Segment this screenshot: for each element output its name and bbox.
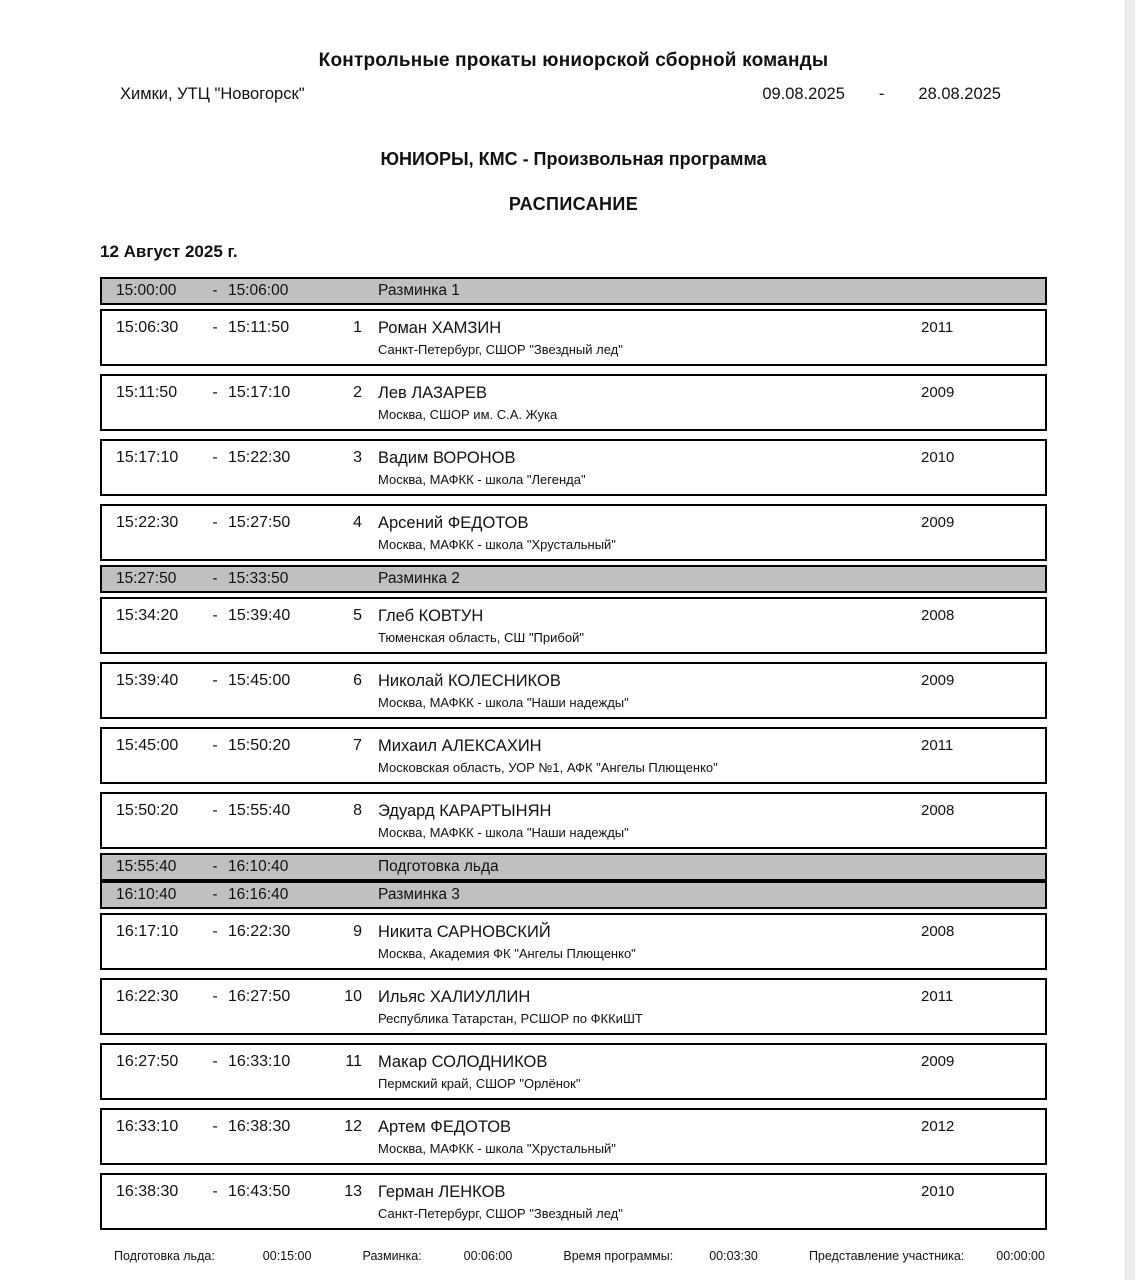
skater-info [370, 318, 919, 358]
time-end: 15:55:40 [228, 802, 291, 819]
time-end: 16:16:40 [228, 886, 289, 903]
time-end: 15:39:40 [228, 607, 291, 624]
skater-name: Роман ХАМЗИН [378, 319, 502, 337]
venue-line [100, 85, 1047, 104]
time-start: 15:55:40 [116, 858, 177, 875]
schedule-row [100, 597, 1047, 654]
break-label: Подготовка льда [378, 858, 499, 875]
skater-name: Макар СОЛОДНИКОВ [378, 1053, 548, 1071]
time-dash: - [212, 737, 218, 754]
category-title: ЮНИОРЫ, КМС - Произвольная программа [380, 149, 767, 169]
skater-info [370, 1182, 919, 1222]
date-from: 09.08.2025 [762, 85, 845, 103]
skater-club: Санкт-Петербург, СШОР "Звездный лед" [378, 342, 623, 357]
skater-number: 1 [353, 319, 362, 336]
break-label: Разминка 3 [378, 886, 460, 903]
legend-value: 00:03:30 [709, 1249, 758, 1263]
skater-number: 2 [353, 384, 362, 401]
time-start: 15:34:20 [116, 607, 179, 624]
time-end: 15:33:50 [228, 570, 289, 587]
time-dash: - [212, 1053, 218, 1070]
time-end: 16:27:50 [228, 988, 291, 1005]
skater-number: 7 [353, 737, 362, 754]
time-dash: - [212, 384, 218, 401]
date-separator: - [878, 85, 885, 103]
time-end: 15:50:20 [228, 737, 291, 754]
skater-info [370, 1052, 919, 1092]
birth-year: 2008 [921, 802, 955, 819]
skater-name: Николай КОЛЕСНИКОВ [378, 672, 561, 690]
time-start: 16:38:30 [116, 1183, 179, 1200]
skater-number: 9 [353, 923, 362, 940]
legend-label: Представление участника: [808, 1249, 965, 1263]
time-end: 16:43:50 [228, 1183, 291, 1200]
legend-label: Разминка: [362, 1249, 422, 1263]
schedule-row [100, 1043, 1047, 1100]
time-dash: - [212, 319, 218, 336]
skater-info [370, 922, 919, 962]
schedule-row [100, 792, 1047, 849]
time-start: 15:45:00 [116, 737, 179, 754]
skater-club: Москва, МАФКК - школа "Наши надежды" [378, 695, 629, 710]
page-edge [1125, 0, 1135, 1280]
skater-club: Москва, МАФКК - школа "Наши надежды" [378, 825, 629, 840]
legend-item [114, 1249, 311, 1263]
schedule-row [100, 913, 1047, 970]
birth-year: 2009 [921, 384, 955, 401]
schedule-row [100, 309, 1047, 366]
time-start: 16:27:50 [116, 1053, 179, 1070]
break-row [100, 277, 1047, 305]
legend-label: Время программы: [563, 1249, 674, 1263]
skater-name: Эдуард КАРАРТЫНЯН [378, 802, 552, 820]
skater-info [370, 987, 919, 1027]
time-end: 15:17:10 [228, 384, 291, 401]
schedule-table [100, 277, 1047, 1230]
time-end: 15:27:50 [228, 514, 291, 531]
schedule-row [100, 374, 1047, 431]
skater-name: Михаил АЛЕКСАХИН [378, 737, 542, 755]
skater-number: 13 [344, 1183, 362, 1200]
schedule-row [100, 978, 1047, 1035]
birth-year: 2008 [921, 607, 955, 624]
time-dash: - [212, 1183, 218, 1200]
skater-info [370, 383, 919, 423]
time-start: 15:06:30 [116, 319, 179, 336]
page-title: Контрольные прокаты юниорской сборной команды [318, 50, 829, 71]
time-dash: - [212, 607, 218, 624]
skater-info [370, 801, 919, 841]
time-dash: - [212, 923, 218, 940]
birth-year: 2012 [921, 1118, 955, 1135]
skater-club: Санкт-Петербург, СШОР "Звездный лед" [378, 1206, 623, 1221]
skater-info [370, 448, 919, 488]
skater-club: Москва, Академия ФК "Ангелы Плющенко" [378, 946, 636, 961]
day-heading: 12 Август 2025 г. [100, 242, 238, 261]
birth-year: 2009 [921, 672, 955, 689]
legend-value: 00:06:00 [463, 1249, 513, 1263]
skater-name: Лев ЛАЗАРЕВ [378, 384, 487, 402]
time-end: 16:33:10 [228, 1053, 291, 1070]
skater-club: Тюменская область, СШ "Прибой" [378, 630, 584, 645]
birth-year: 2008 [921, 923, 955, 940]
skater-info [370, 513, 919, 553]
skater-club: Москва, МАФКК - школа "Хрустальный" [378, 537, 616, 552]
skater-number: 4 [353, 514, 362, 531]
birth-year: 2010 [921, 449, 955, 466]
skater-club: Москва, МАФКК - школа "Хрустальный" [378, 1141, 616, 1156]
skater-club: Москва, МАФКК - школа "Легенда" [378, 472, 586, 487]
break-label: Разминка 1 [378, 282, 460, 299]
birth-year: 2009 [921, 1053, 955, 1070]
schedule-row [100, 1173, 1047, 1230]
time-dash: - [212, 858, 218, 875]
time-end: 15:06:00 [228, 282, 289, 299]
skater-name: Глеб КОВТУН [378, 607, 484, 625]
skater-number: 3 [353, 449, 362, 466]
break-label: Разминка 2 [378, 570, 460, 587]
time-dash: - [212, 886, 218, 903]
time-dash: - [212, 570, 218, 587]
time-start: 16:33:10 [116, 1118, 179, 1135]
skater-number: 12 [344, 1118, 362, 1135]
time-dash: - [212, 988, 218, 1005]
break-row [100, 881, 1047, 909]
schedule-row [100, 439, 1047, 496]
birth-year: 2011 [921, 319, 954, 336]
time-start: 15:50:20 [116, 802, 179, 819]
birth-year: 2009 [921, 514, 955, 531]
time-end: 16:10:40 [228, 858, 289, 875]
schedule-heading: РАСПИСАНИЕ [508, 194, 639, 214]
page-content [100, 0, 1047, 1263]
schedule-row [100, 662, 1047, 719]
break-info [370, 282, 919, 300]
break-row [100, 565, 1047, 593]
legend-label: Подготовка льда: [114, 1249, 215, 1263]
skater-name: Никита САРНОВСКИЙ [378, 923, 551, 941]
time-dash: - [212, 1118, 218, 1135]
skater-info [370, 606, 919, 646]
schedule-row [100, 504, 1047, 561]
legend [100, 1249, 1047, 1263]
time-dash: - [212, 672, 218, 689]
time-start: 15:27:50 [116, 570, 177, 587]
break-info [370, 886, 919, 904]
schedule-row [100, 1108, 1047, 1165]
skater-number: 11 [345, 1053, 362, 1070]
birth-year: 2011 [921, 988, 954, 1005]
time-end: 15:11:50 [228, 319, 290, 336]
skater-club: Пермский край, СШОР "Орлёнок" [378, 1076, 581, 1091]
skater-name: Вадим ВОРОНОВ [378, 449, 516, 467]
time-dash: - [212, 282, 218, 299]
skater-name: Артем ФЕДОТОВ [378, 1118, 512, 1136]
skater-info [370, 1117, 919, 1157]
skater-club: Республика Татарстан, РСШОР по ФККиШТ [378, 1011, 643, 1026]
time-start: 16:10:40 [116, 886, 177, 903]
legend-item [809, 1249, 1045, 1263]
time-dash: - [212, 449, 218, 466]
time-end: 16:22:30 [228, 923, 291, 940]
time-end: 15:45:00 [228, 672, 291, 689]
time-start: 15:22:30 [116, 514, 179, 531]
venue-text: Химки, УТЦ "Новогорск" [120, 85, 305, 103]
skater-number: 8 [353, 802, 362, 819]
skater-number: 10 [344, 988, 362, 1005]
break-row [100, 853, 1047, 881]
legend-value: 00:15:00 [262, 1249, 312, 1263]
legend-value: 00:00:00 [996, 1249, 1045, 1263]
legend-item [563, 1249, 758, 1263]
skater-name: Ильяс ХАЛИУЛЛИН [378, 988, 531, 1006]
time-start: 15:11:50 [116, 384, 178, 401]
legend-item [363, 1249, 513, 1263]
time-start: 15:17:10 [116, 449, 179, 466]
skater-info [370, 671, 919, 711]
break-info [370, 858, 919, 876]
time-end: 16:38:30 [228, 1118, 291, 1135]
skater-club: Московская область, УОР №1, АФК "Ангелы Плющенко" [378, 760, 718, 775]
time-dash: - [212, 514, 218, 531]
schedule-rows [100, 277, 1047, 1230]
time-start: 15:00:00 [116, 282, 177, 299]
time-start: 16:17:10 [116, 923, 179, 940]
skater-number: 5 [353, 607, 362, 624]
time-start: 15:39:40 [116, 672, 179, 689]
date-range [762, 85, 1001, 104]
break-info [370, 570, 919, 588]
time-dash: - [212, 802, 218, 819]
time-end: 15:22:30 [228, 449, 291, 466]
date-to: 28.08.2025 [918, 85, 1001, 103]
schedule-row [100, 727, 1047, 784]
birth-year: 2010 [921, 1183, 955, 1200]
skater-name: Герман ЛЕНКОВ [378, 1183, 506, 1201]
skater-number: 6 [353, 672, 362, 689]
birth-year: 2011 [921, 737, 954, 754]
skater-club: Москва, СШОР им. С.А. Жука [378, 407, 558, 422]
time-start: 16:22:30 [116, 988, 179, 1005]
skater-info [370, 736, 919, 776]
skater-name: Арсений ФЕДОТОВ [378, 514, 529, 532]
